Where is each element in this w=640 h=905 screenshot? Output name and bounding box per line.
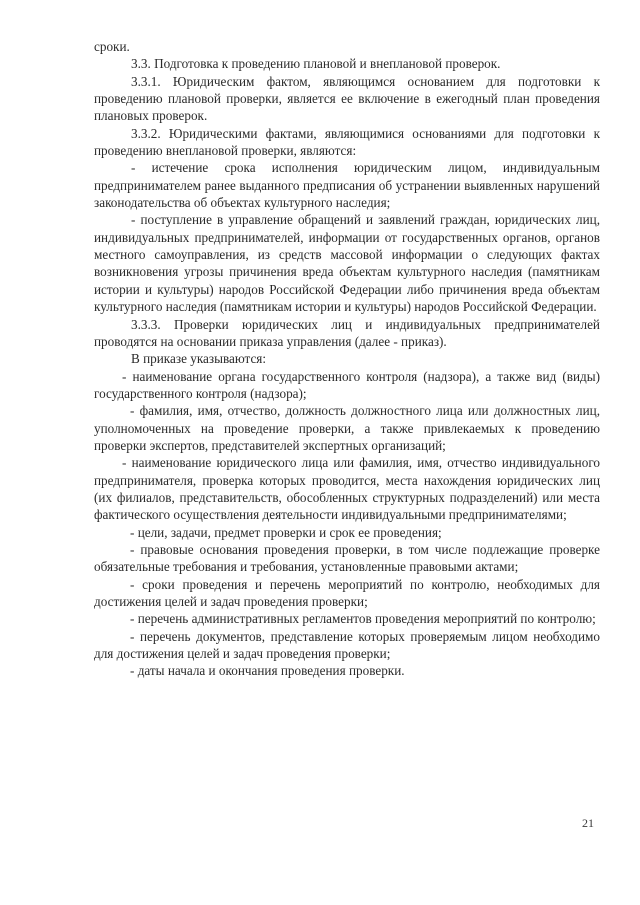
list-item-expiry: - истечение срока исполнения юридическим лицом, индивидуальным предпринимателем ранее выданного предписания об устранении выявленных нарушений законодательства об объектах культурного наследия; [94,160,600,211]
document-body [94,38,600,680]
list-item-legal-basis: - правовые основания проведения проверки, в том числе подлежащие проверке обязательные требования и требования, установленные правовыми актами; [94,541,600,575]
paragraph-3-3-1: 3.3.1. Юридическим фактом, являющимся основанием для подготовки к проведению плановой проверки, является ее включение в ежегодный план проведения плановых проверок. [94,73,600,124]
list-item-officials: - фамилия, имя, отчество, должность должностного лица или должностных лиц, уполномоченных на проведение проверки, а также привлекаемых к проведению проверки экспертов, представителей экспертных организаций; [94,403,600,453]
order-contents-heading: В приказе указываются: [131,351,267,367]
list-item-appeals: - поступление в управление обращений и заявлений граждан, юридических лиц, индивидуальных предпринимателей, информации от государственных органов, органов местного самоуправления, из средств массовой информации о следующих фактах возникновения угрозы причинения вреда объектам культурного наследия (памятникам истории и культуры) народов Российской Федерации либо причинения вреда объектам культурного наследия (памятникам истории и культуры) народов Российской Федерации. [94,212,600,315]
list-item-goals: - цели, задачи, предмет проверки и срок ее проведения; [130,524,442,540]
list-item-terms: - сроки проведения и перечень мероприятий по контролю, необходимых для достижения целей и задач проведения проверки; [94,576,600,609]
paragraph-3-3-2: 3.3.2. Юридическими фактами, являющимися основаниями для подготовки к проведению внеплановой проверки, являются: [94,125,600,159]
paragraph-continuation: сроки. [94,39,130,54]
list-item-control-body: - наименование органа государственного контроля (надзора), а также вид (виды) государственного контроля (надзора); [94,368,600,401]
list-item-entity-name: - наименование юридического лица или фамилия, имя, отчество индивидуального предпринимателя, проверка которых проводится, места нахождения юридических лиц (их филиалов, представительств, обособленных структурных подразделений) или места фактического осуществления деятельности индивидуальными предпринимателями; [94,455,600,523]
paragraph-3-3-3: 3.3.3. Проверки юридических лиц и индивидуальных предпринимателей проводятся на основании приказа управления (далее - приказ). [94,316,600,349]
list-item-dates: - даты начала и окончания проведения проверки. [130,663,405,679]
list-item-documents: - перечень документов, представление которых проверяемым лицом необходимо для достижения целей и задач проведения проверки; [94,628,600,662]
section-heading-3-3: 3.3. Подготовка к проведению плановой и внеплановой проверок. [131,56,501,72]
page-number: 21 [582,816,594,830]
list-item-regulations: - перечень административных регламентов проведения мероприятий по контролю; [130,611,596,627]
